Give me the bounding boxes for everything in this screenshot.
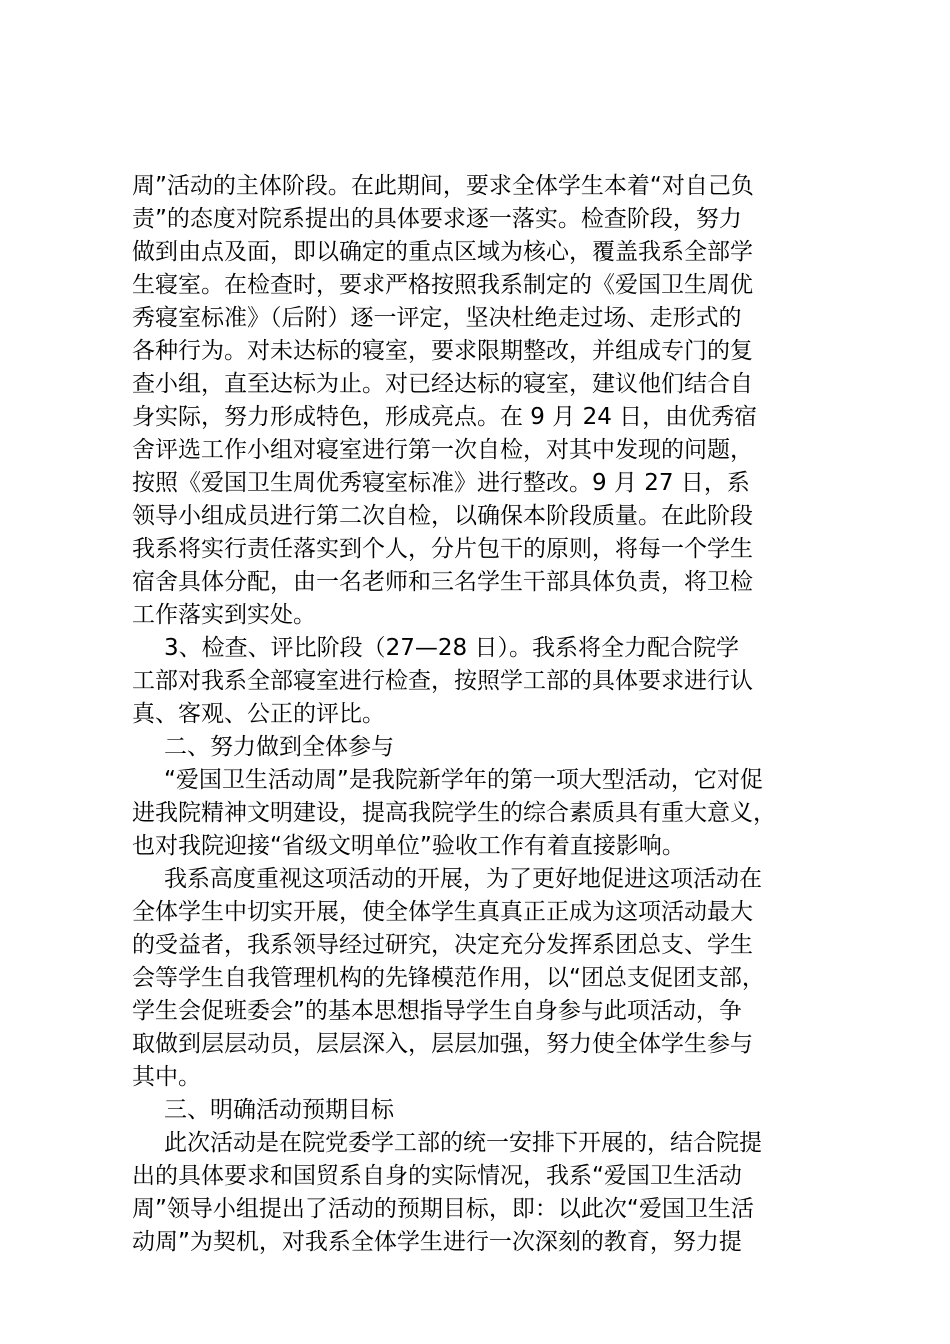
text-line: 出的具体要求和国贸系自身的实际情况，我系“爱国卫生活动 [132,1163,742,1189]
paragraph-start-line: 我系高度重视这项活动的开展，为了更好地促进这项活动在 [164,866,762,892]
text-line: 查小组，直至达标为止。对已经达标的寝室，建议他们结合自 [132,371,753,397]
text-line: 动周”为契机，对我系全体学生进行一次深刻的教育，努力提 [132,1229,742,1255]
text-line: 周”领导小组提出了活动的预期目标，即：以此次“爱国卫生活 [132,1196,754,1222]
text-line: 我系将实行责任落实到个人，分片包干的原则，将每一个学生 [132,536,753,562]
text-line: 学生会促班委会”的基本思想指导学生自身参与此项活动，争 [132,998,742,1024]
text-line: 取做到层层动员，层层深入，层层加强，努力使全体学生参与 [132,1031,753,1057]
paragraph-start-line: “爱国卫生活动周”是我院新学年的第一项大型活动，它对促 [164,767,763,793]
text-line: 领导小组成员进行第二次自检，以确保本阶段质量。在此阶段 [132,503,753,529]
text-line: 进我院精神文明建设，提高我院学生的综合素质具有重大意义， [132,800,776,826]
body-text [132,170,837,1259]
text-line: 宿舍具体分配，由一名老师和三名学生干部具体负责，将卫检 [132,569,753,595]
text-line: 也对我院迎接“省级文明单位”验收工作有着直接影响。 [132,833,685,859]
text-line: 身实际，努力形成特色，形成亮点。在 9 月 24 日，由优秀宿 [132,404,758,430]
text-line: 会等学生自我管理机构的先锋模范作用，以“团总支促团支部， [132,965,765,991]
text-line: 工作落实到实处。 [132,602,316,628]
text-line: 秀寝室标准》（后附）逐一评定，坚决杜绝走过场、走形式的 [132,305,742,331]
text-line: 责”的态度对院系提出的具体要求逐一落实。检查阶段，努力 [132,206,742,232]
section-heading-3: 三、明确活动预期目标 [164,1097,394,1123]
text-line: 其中。 [132,1064,201,1090]
text-line: 周”活动的主体阶段。在此期间，要求全体学生本着“对自己负 [132,173,754,199]
text-line: 真、客观、公正的评比。 [132,701,385,727]
text-line: 全体学生中切实开展，使全体学生真真正正成为这项活动最大 [132,899,753,925]
text-line: 舍评选工作小组对寝室进行第一次自检，对其中发现的问题， [132,437,753,463]
section-heading-2: 二、努力做到全体参与 [164,734,394,760]
paragraph-start-line: 3、检查、评比阶段（27—28 日）。我系将全力配合院学 [164,635,739,661]
text-line: 各种行为。对未达标的寝室，要求限期整改，并组成专门的复 [132,338,753,364]
text-line: 的受益者，我系领导经过研究，决定充分发挥系团总支、学生 [132,932,753,958]
text-line: 按照《爱国卫生周优秀寝室标准》进行整改。9 月 27 日，系 [132,470,750,496]
text-line: 做到由点及面，即以确定的重点区域为核心，覆盖我系全部学 [132,239,753,265]
text-line: 生寝室。在检查时，要求严格按照我系制定的《爱国卫生周优 [132,272,753,298]
paragraph-start-line: 此次活动是在院党委学工部的统一安排下开展的，结合院提 [164,1130,762,1156]
text-line: 工部对我系全部寝室进行检查，按照学工部的具体要求进行认 [132,668,753,694]
